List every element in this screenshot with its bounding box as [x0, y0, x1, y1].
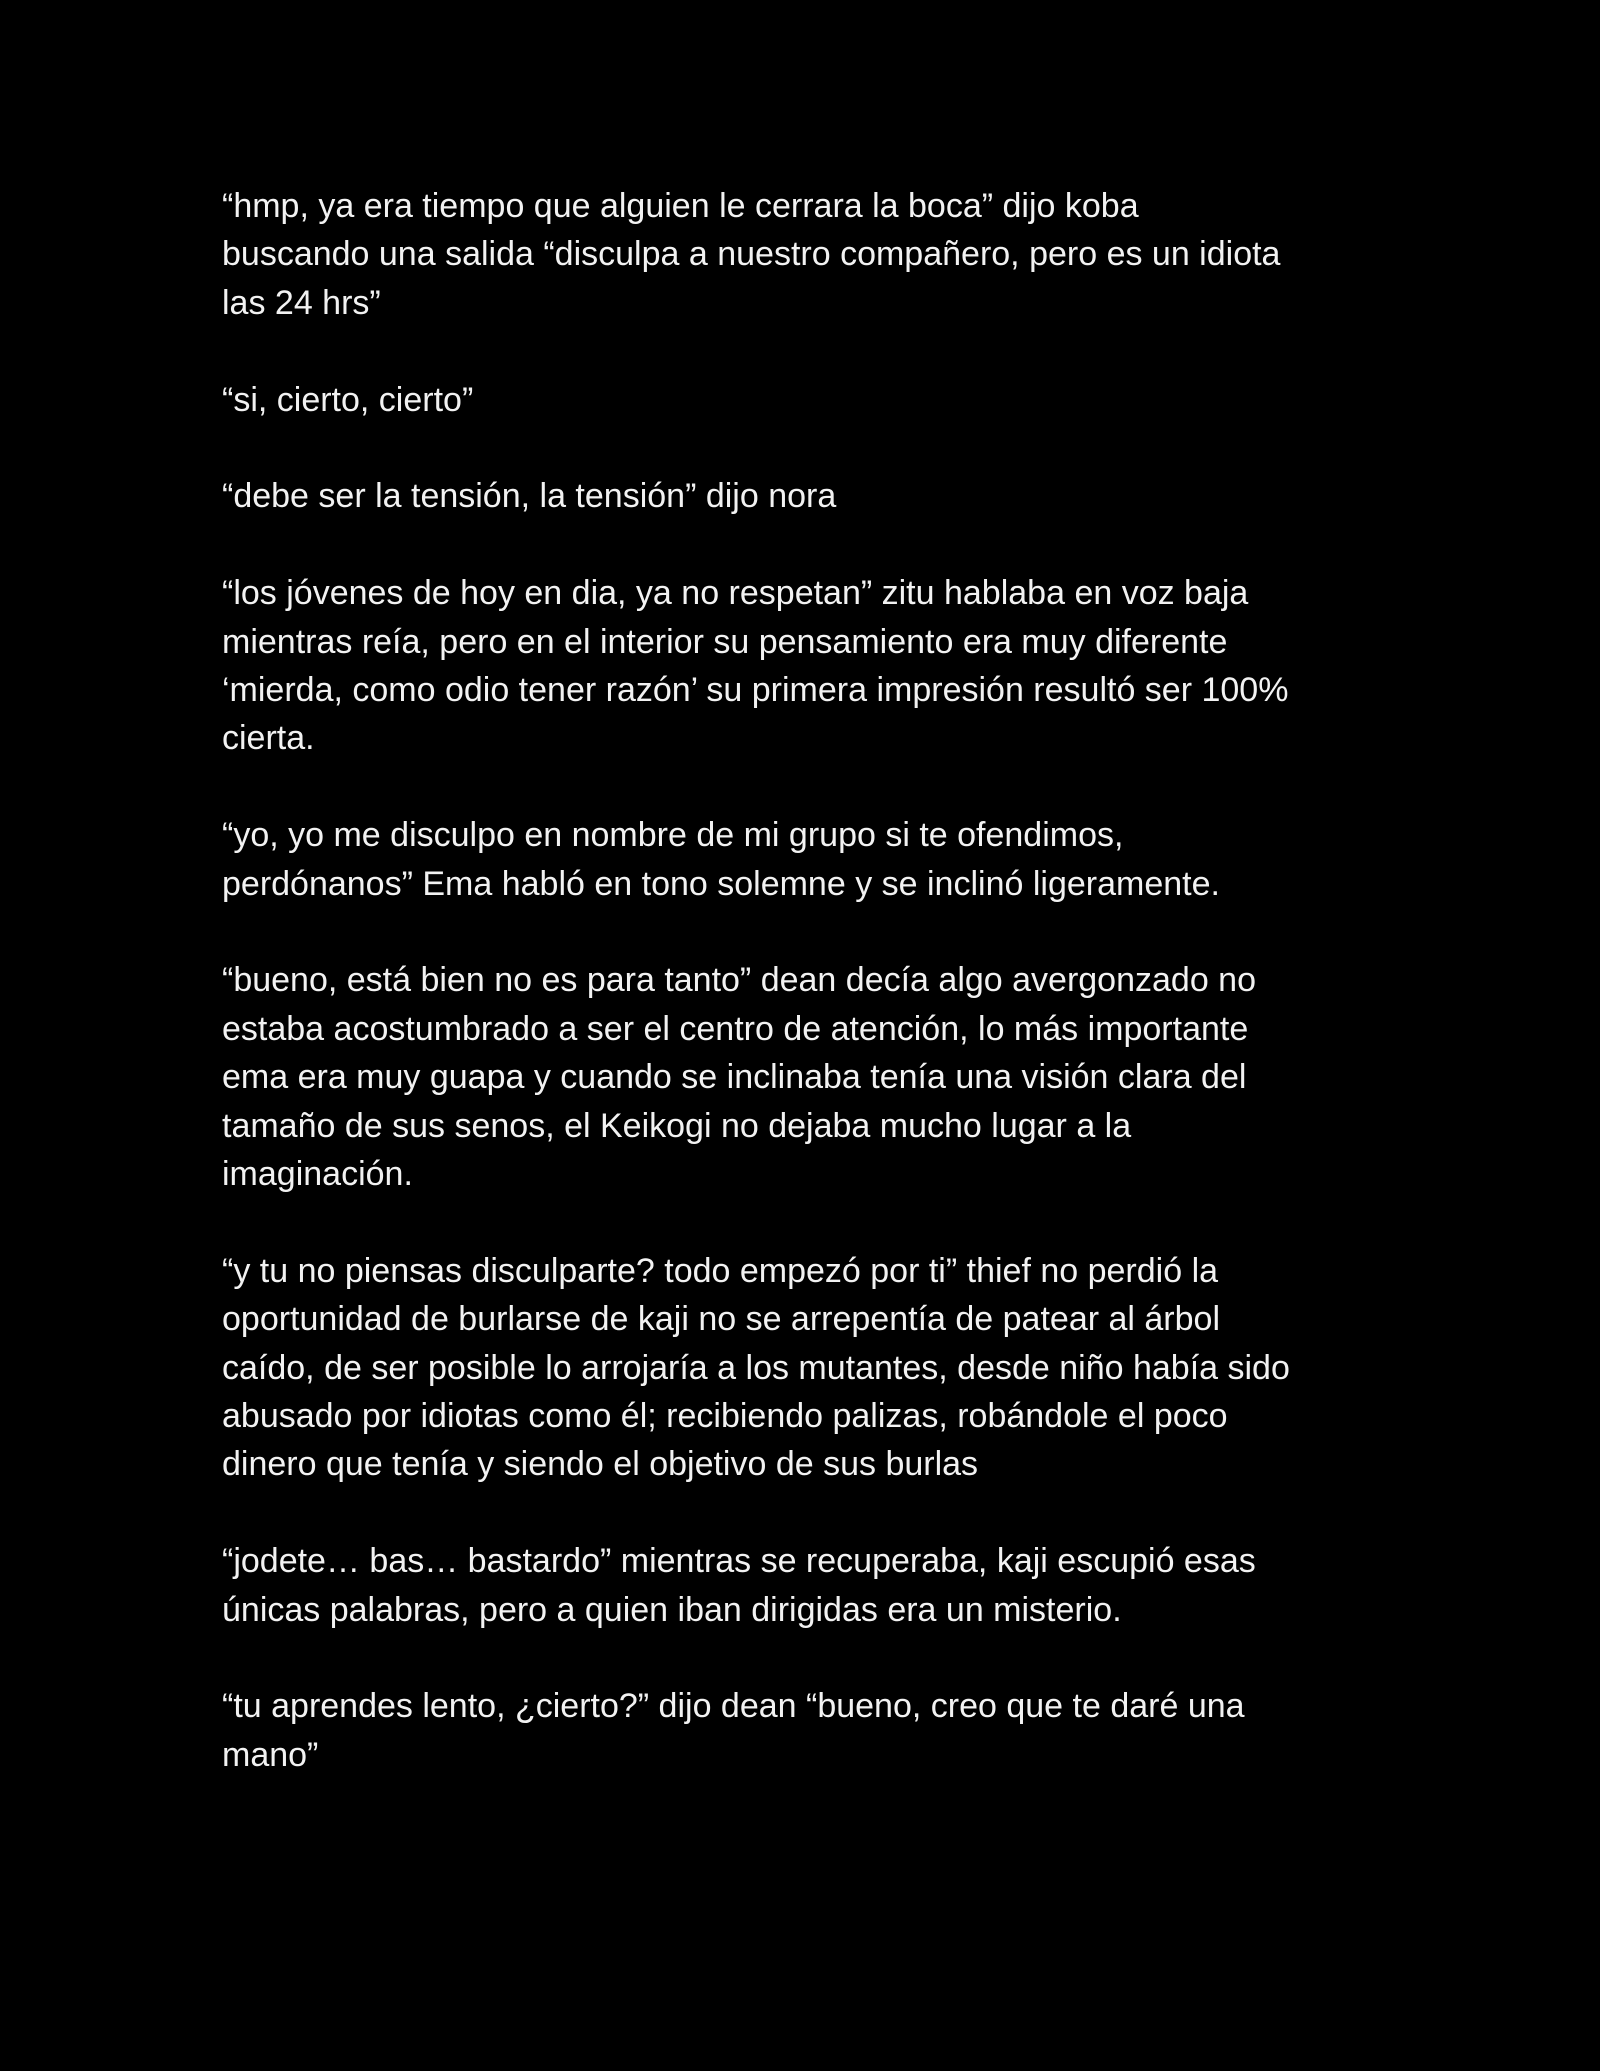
paragraph-1: [222, 182, 1392, 327]
text-line: caído, de ser posible lo arrojaría a los mutantes, desde niño había sido: [222, 1348, 1290, 1387]
text-line: perdónanos” Ema habló en tono solemne y se inclinó ligeramente.: [222, 864, 1220, 903]
text-line: estaba acostumbrado a ser el centro de atención, lo más importante: [222, 1009, 1249, 1048]
text-line: “jodete… bas… bastardo” mientras se recuperaba, kaji escupió esas: [222, 1542, 1256, 1581]
text-line: “y tu no piensas disculparte? todo empezó por ti” thief no perdió la: [222, 1251, 1219, 1290]
paragraph-2: [222, 376, 1392, 424]
text-line: “los jóvenes de hoy en dia, ya no respetan” zitu hablaba en voz baja: [222, 574, 1249, 613]
text-line: “bueno, está bien no es para tanto” dean decía algo avergonzado no: [222, 961, 1256, 1000]
text-line: mano”: [222, 1735, 319, 1774]
text-line: imaginación.: [222, 1155, 413, 1194]
text-line: únicas palabras, pero a quien iban dirigidas era un misterio.: [222, 1590, 1122, 1629]
text-line: buscando una salida “disculpa a nuestro compañero, pero es un idiota: [222, 235, 1281, 274]
paragraph-4: [222, 569, 1392, 763]
document-body: [222, 182, 1392, 1779]
text-line: cierta.: [222, 719, 315, 758]
paragraph-9: [222, 1682, 1392, 1779]
text-line: ‘mierda, como odio tener razón’ su primera impresión resultó ser 100%: [222, 671, 1289, 710]
paragraph-3: [222, 472, 1392, 520]
text-line: “hmp, ya era tiempo que alguien le cerrara la boca” dijo koba: [222, 187, 1139, 225]
text-line: “si, cierto, cierto”: [222, 380, 474, 419]
text-line: abusado por idiotas como él; recibiendo palizas, robándole el poco: [222, 1397, 1228, 1436]
text-line: las 24 hrs”: [222, 283, 381, 322]
text-line: tamaño de sus senos, el Keikogi no dejaba mucho lugar a la: [222, 1106, 1132, 1145]
paragraph-8: [222, 1537, 1392, 1634]
text-line: ema era muy guapa y cuando se inclinaba tenía una visión clara del: [222, 1058, 1247, 1097]
text-line: oportunidad de burlarse de kaji no se arrepentía de patear al árbol: [222, 1300, 1221, 1339]
text-line: mientras reía, pero en el interior su pensamiento era muy diferente: [222, 622, 1228, 661]
paragraph-7: [222, 1247, 1392, 1489]
text-line: “yo, yo me disculpo en nombre de mi grupo si te ofendimos,: [222, 816, 1124, 855]
paragraph-6: [222, 956, 1392, 1198]
text-line: “tu aprendes lento, ¿cierto?” dijo dean “bueno, creo que te daré una: [222, 1687, 1245, 1726]
text-line: dinero que tenía y siendo el objetivo de sus burlas: [222, 1445, 979, 1484]
paragraph-5: [222, 811, 1392, 908]
text-line: “debe ser la tensión, la tensión” dijo nora: [222, 477, 837, 516]
